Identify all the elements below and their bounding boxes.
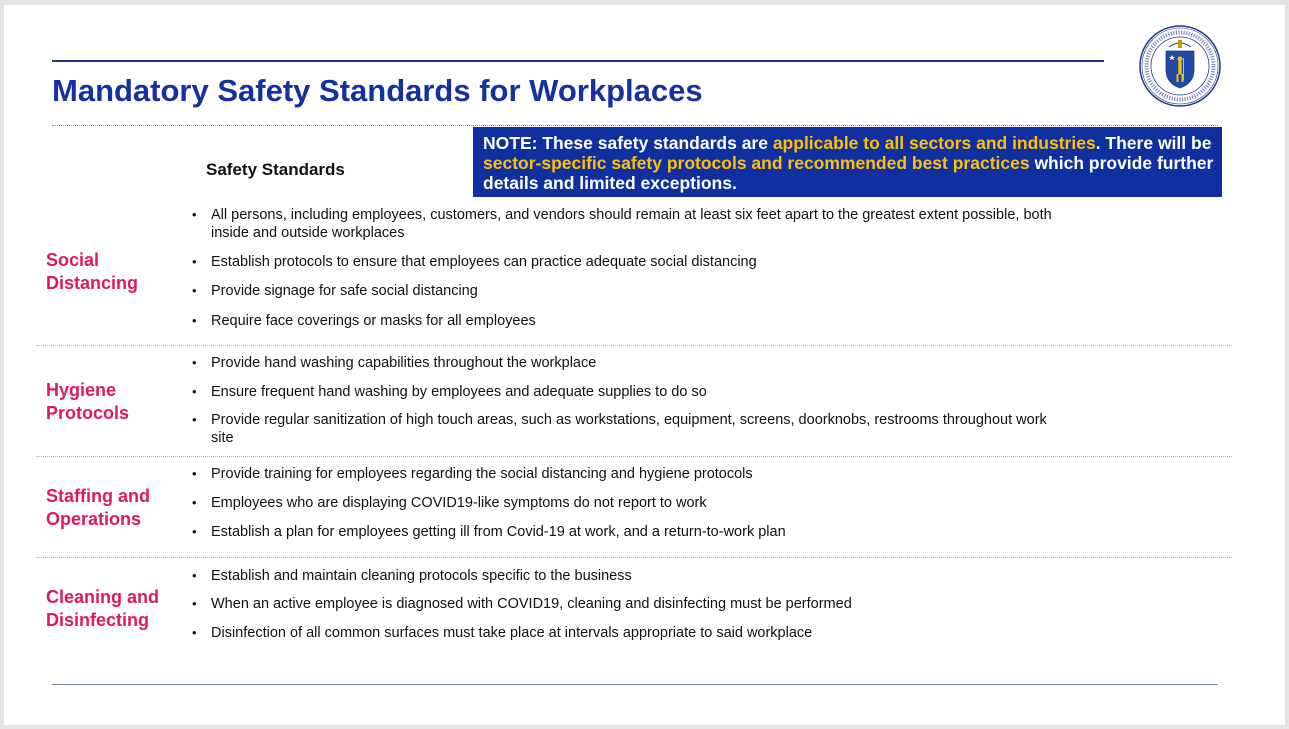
list-item: • Establish a plan for employees getting ill from Covid-19 at work, and a return-to-work plan	[192, 523, 1072, 541]
top-rule	[52, 60, 1104, 62]
note-highlight-sectors: applicable to all sectors and industries	[772, 133, 1096, 153]
list-item: • All persons, including employees, customers, and vendors should remain at least six feet apart to the greatest extent possible, both inside and outside workplaces	[192, 206, 1072, 242]
cleaning-disinfecting-list	[192, 567, 1072, 642]
category-staffing-operations	[46, 485, 150, 531]
note-prefix: NOTE: These safety standards are	[483, 133, 773, 153]
category-hygiene-protocols	[46, 379, 129, 425]
bottom-rule	[52, 684, 1218, 685]
list-item: • Provide signage for safe social distancing	[192, 282, 1072, 300]
staffing-operations-list	[192, 465, 1072, 541]
note-middle: . There will be	[1095, 133, 1212, 153]
slide	[4, 5, 1285, 725]
note-highlight-protocols: sector-specific safety protocols and recommended best practices	[483, 153, 1030, 173]
table-header: Safety Standards	[206, 160, 345, 179]
category-line: Hygiene	[46, 380, 117, 400]
category-line: Staffing and	[46, 486, 150, 506]
list-item: • Employees who are displaying COVID19-like symptoms do not report to work	[192, 494, 1072, 512]
section-divider	[36, 345, 1232, 346]
section-divider	[36, 557, 1232, 558]
category-line: Protocols	[46, 403, 130, 423]
list-item: • Establish protocols to ensure that employees can practice adequate social distancing	[192, 253, 1072, 271]
list-item: • Provide hand washing capabilities throughout the workplace	[192, 354, 1072, 372]
category-line: Social	[46, 250, 100, 270]
category-line: Cleaning and	[46, 587, 160, 607]
list-item: • Provide training for employees regarding the social distancing and hygiene protocols	[192, 465, 1072, 483]
section-divider	[36, 456, 1232, 457]
list-item: • Provide regular sanitization of high touch areas, such as workstations, equipment, screens, doorknobs, restrooms throughout work site	[192, 411, 1072, 447]
list-item: • Require face coverings or masks for all employees	[192, 312, 1072, 330]
note-suffix: which provide further details and limited exceptions.	[483, 153, 1214, 193]
hygiene-protocols-list	[192, 354, 1072, 447]
page-title: Mandatory Safety Standards for Workplaces	[52, 73, 703, 108]
social-distancing-list	[192, 206, 1072, 330]
category-line: Disinfecting	[46, 610, 150, 630]
list-item: • Ensure frequent hand washing by employees and adequate supplies to do so	[192, 383, 1072, 401]
category-social-distancing	[46, 249, 138, 295]
category-line: Operations	[46, 509, 142, 529]
massachusetts-seal-icon	[1139, 25, 1221, 107]
category-cleaning-disinfecting	[46, 586, 159, 632]
list-item: • Establish and maintain cleaning protocols specific to the business	[192, 567, 1072, 585]
title-divider	[52, 125, 1218, 126]
category-line: Distancing	[46, 273, 139, 293]
note-box	[473, 127, 1222, 197]
list-item: • When an active employee is diagnosed with COVID19, cleaning and disinfecting must be performed	[192, 595, 1072, 613]
list-item: • Disinfection of all common surfaces must take place at intervals appropriate to said workplace	[192, 624, 1072, 642]
